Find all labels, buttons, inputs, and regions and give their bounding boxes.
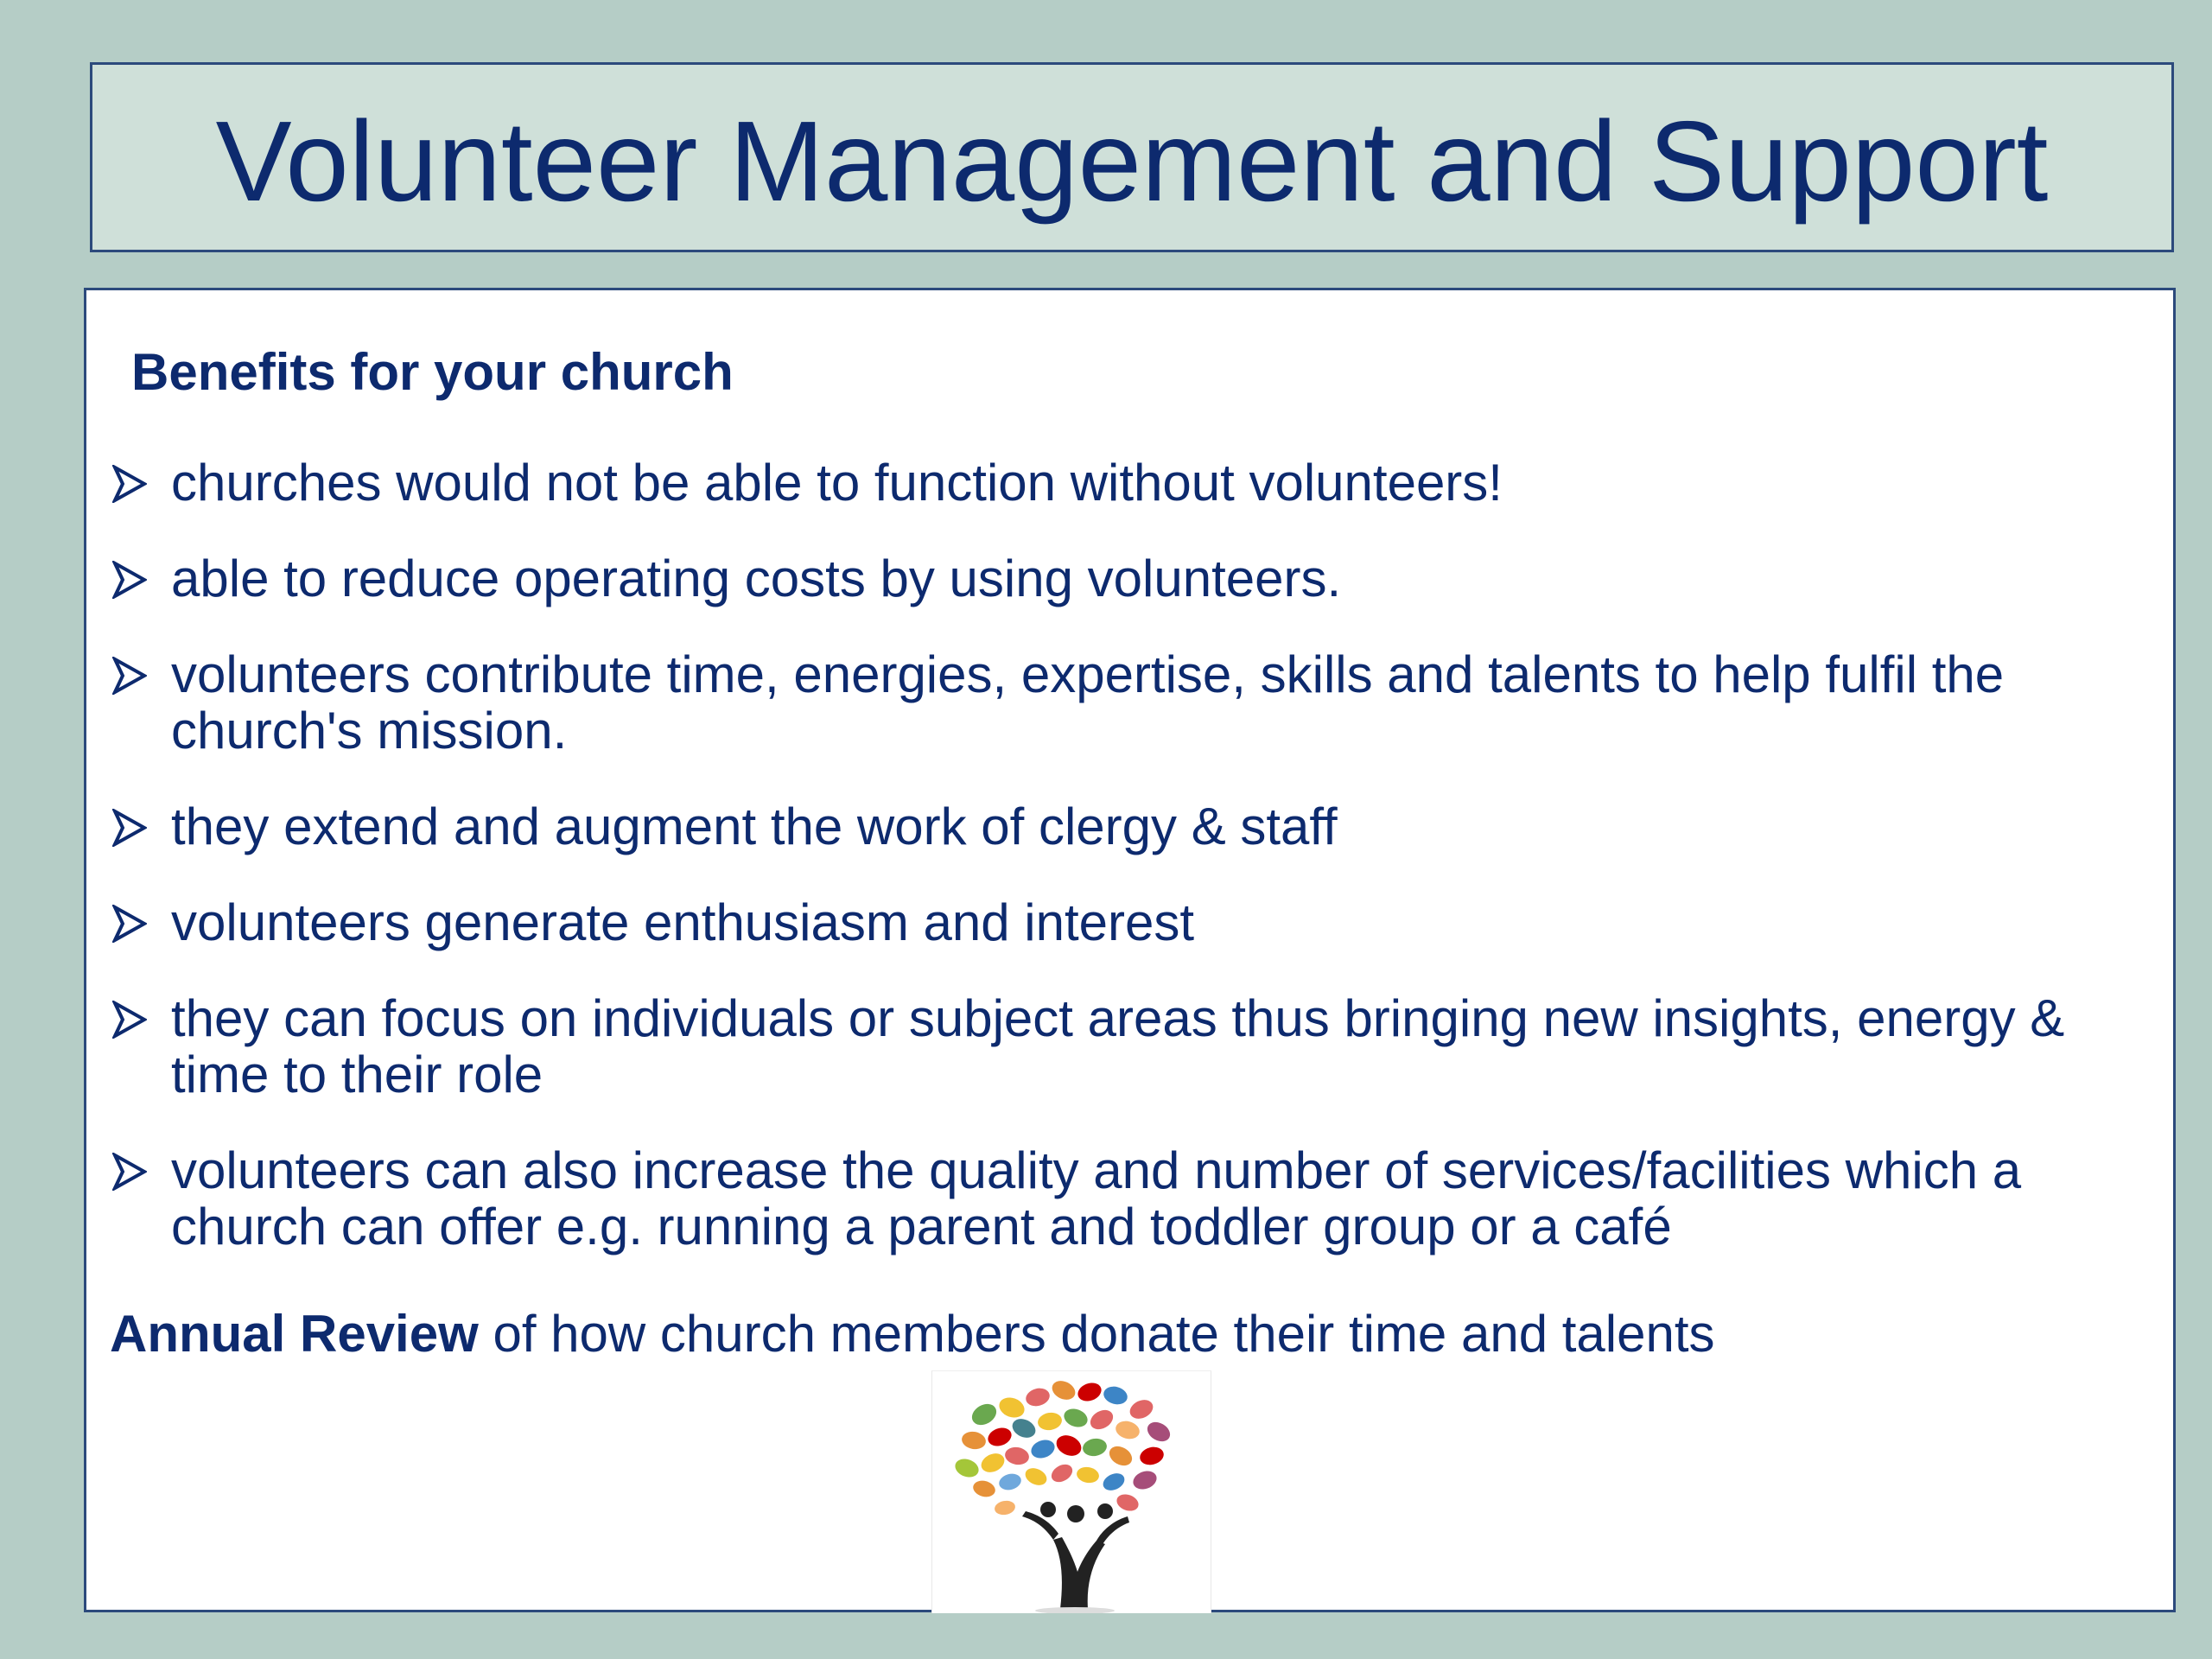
tree-of-hands-icon — [931, 1370, 1211, 1613]
list-item — [112, 550, 2160, 607]
annual-review-label: Annual Review — [110, 1305, 479, 1363]
annual-review-text: of how church members donate their time and talents — [478, 1305, 1715, 1363]
list-item — [112, 454, 2160, 511]
list-item — [112, 646, 2160, 759]
bullet-text: volunteers can also increase the quality and number of services/facilities which a church can offer e.g. running a parent and toddler group or a café — [171, 1141, 2022, 1255]
arrow-bullet-icon — [112, 1153, 147, 1191]
subheading: Benefits for your church — [131, 343, 734, 401]
bullet-text: churches would not be able to function without volunteers! — [171, 454, 1503, 512]
bullet-text: they can focus on individuals or subject areas thus bringing new insights, energy & time to their role — [171, 989, 2065, 1103]
list-item — [112, 798, 2160, 855]
arrow-bullet-icon — [112, 657, 147, 695]
arrow-bullet-icon — [112, 905, 147, 943]
list-item — [112, 1142, 2160, 1255]
list-item — [112, 894, 2160, 950]
content-box — [84, 288, 2176, 1612]
bullet-text: they extend and augment the work of clergy & staff — [171, 798, 1338, 855]
arrow-bullet-icon — [112, 1001, 147, 1039]
slide-title: Volunteer Management and Support — [215, 98, 2049, 225]
arrow-bullet-icon — [112, 561, 147, 599]
benefit-list — [112, 454, 2160, 1294]
title-box — [90, 62, 2174, 252]
bullet-text: volunteers generate enthusiasm and interest — [171, 893, 1195, 951]
bullet-text: able to reduce operating costs by using volunteers. — [171, 550, 1342, 607]
tree-illustration — [932, 1371, 1211, 1613]
list-item — [112, 990, 2160, 1103]
arrow-bullet-icon — [112, 809, 147, 847]
bullet-text: volunteers contribute time, energies, expertise, skills and talents to help fulfil the church's mission. — [171, 645, 2005, 760]
annual-review-line — [110, 1306, 1715, 1363]
arrow-bullet-icon — [112, 465, 147, 503]
